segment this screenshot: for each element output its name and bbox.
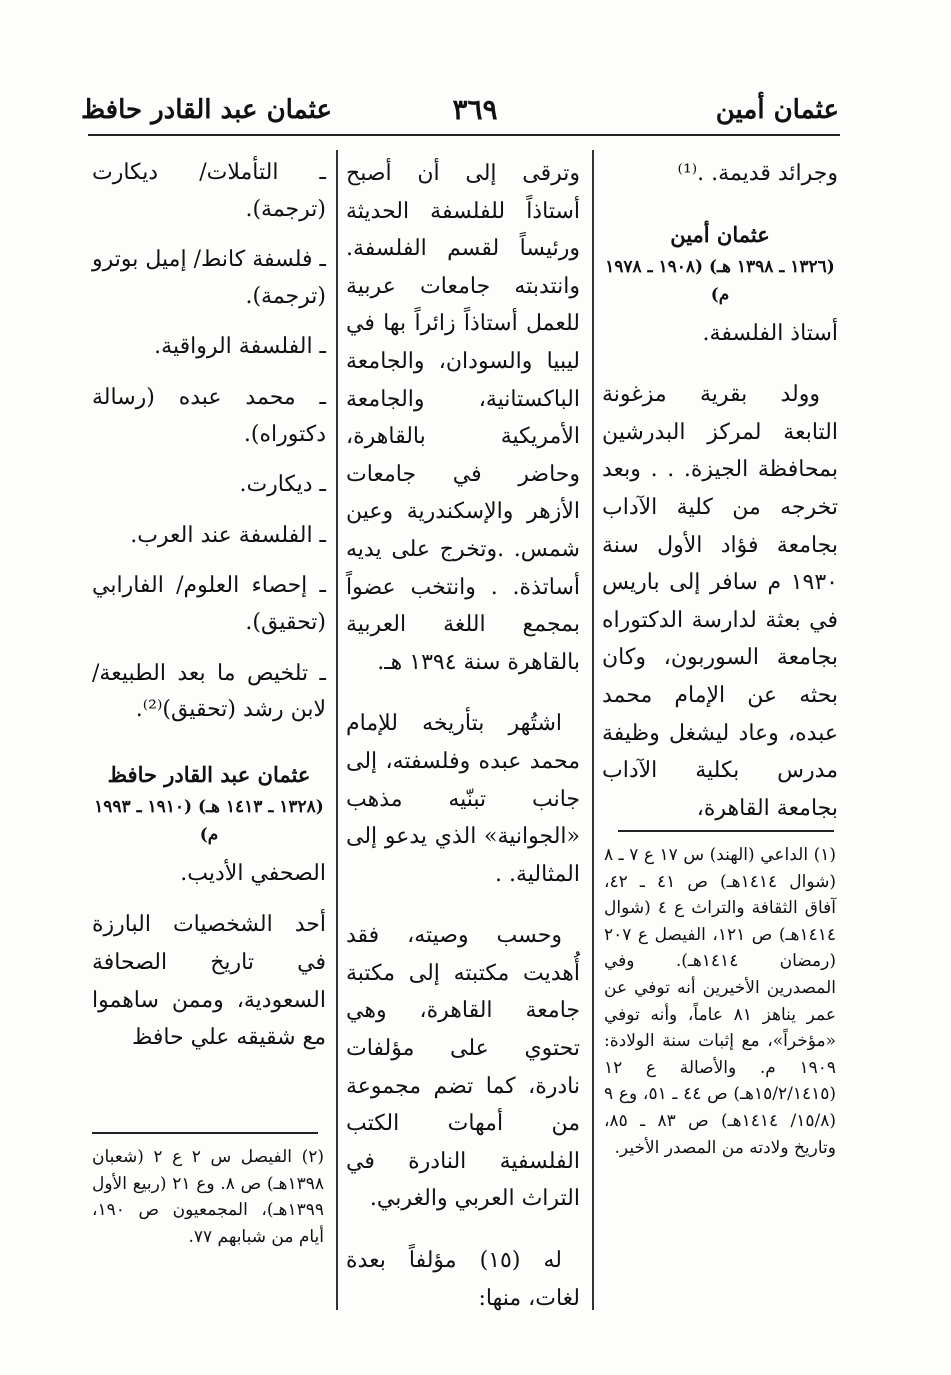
middle-paragraph-1: وترقى إلى أن أصبح أستاذاً للفلسفة الحديثة ورئيساً لقسم الفلسفة. وانتدبته جامعات عربية للعمل أستاذاً زائراً بها في ليبيا والسودان، والجامعة الباكستانية، والجامعة الأمريكية بالقاهرة، وحاضر في جامعات الأزهر والإسكندرية وعين شمس. .وتخرج على يديه أساتذة. . وانتخب عضواً بمجمع اللغة العربية بالقاهرة سنة ١٣٩٤ هـ. <box>346 161 580 675</box>
works-item: ـ محمد عبده (رسالة دكتوراه). <box>92 384 326 447</box>
entry-dates: (١٣٢٦ ـ ١٣٩٨ هـ) (١٩٠٨ ـ ١٩٧٨ م) <box>605 256 835 305</box>
entry-title-osman-amin: عثمان أمين <box>670 221 770 247</box>
spacer <box>602 352 838 376</box>
middle-paragraph-3: وحسب وصيته، فقد أُهديت مكتبته إلى مكتبة جامعة القاهرة، وهي تحتوي على مؤلفات نادرة، كما تضم مجموعة من أمهات الكتب الفلسفية النادرة في التراث العربي والغربي. <box>346 923 580 1212</box>
middle-paragraph-4: له (١٥) مؤلفاً بعدة لغات، منها: <box>346 1248 580 1311</box>
right-column <box>602 155 838 821</box>
left-column <box>92 155 326 1120</box>
running-header-right: عثمان أمين <box>715 95 839 125</box>
works-item: ـ التأملات/ ديكارت (ترجمة). <box>92 160 326 222</box>
middle-paragraph-2: اشتُهر بتأريخه للإمام محمد عبده وفلسفته، إلى جانب تبنّيه مذهب «الجوانية» الذي يدعو إلى المثالية. . <box>346 711 580 887</box>
works-item: ـ الفلسفة عند العرب. <box>130 522 326 548</box>
header-rule <box>88 134 840 136</box>
footnote-rule-right <box>618 830 834 832</box>
footnote-2: (٢) الفيصل س ٢ ع ٢ (شعبان ١٣٩٨هـ) ص ٨. وع ٢١ (ربيع الأول ١٣٩٩هـ)، المجمعيون ص ١٩٠، أيام من شبابهم ٧٧. <box>92 1147 324 1247</box>
spacer <box>92 892 326 906</box>
footnote-rule-left <box>92 1132 318 1134</box>
works-item: ـ الفلسفة الرواقية. <box>154 334 326 360</box>
column-divider-right <box>592 150 594 1310</box>
entry-body: أحد الشخصيات البارزة في تاريخ الصحافة السعودية، وممن ساهموا مع شقيقه علي حافظ <box>92 912 326 1051</box>
page-number: ٣٦٩ <box>452 93 498 126</box>
spacer <box>346 1218 580 1242</box>
column-divider-left <box>336 150 338 1310</box>
running-header-left: عثمان عبد القادر حافظ <box>80 95 332 125</box>
works-item: ـ ديكارت. <box>239 472 326 498</box>
middle-column <box>346 155 580 1315</box>
entry-body: وولد بقرية مزغونة التابعة لمركز البدرشين بمحافظة الجيزة. . . وبعد تخرجه من كلية الآداب بجامعة فؤاد الأول سنة ١٩٣٠ م سافر إلى باريس في بعثة لدارسة الدكتوراه بجامعة السوربون، وكان بحثه عن الإمام محمد عبده، وعاد ليشغل وظيفة مدرس بكلية الآداب بجامعة القاهرة، <box>602 382 838 821</box>
entry-role: أستاذ الفلسفة. <box>702 320 838 346</box>
entry-dates: (١٣٢٨ ـ ١٤١٣ هـ) (١٩١٠ ـ ١٩٩٣ م) <box>94 796 324 845</box>
spacer <box>346 893 580 917</box>
spacer <box>602 193 838 217</box>
spacer <box>346 681 580 705</box>
works-item: ـ إحصاء العلوم/ الفارابي (تحقيق). <box>92 573 326 635</box>
footnote-1: (١) الداعي (الهند) س ١٧ ع ٧ ـ ٨ (شوال ١٤١٤هـ) ص ٤١ ـ ٤٢، آفاق الثقافة والتراث ع ٤ (شوال ١٤١٤هـ) ص ١٢١، الفيصل ع ٢٠٧ (رمضان ١٤١٤هـ). وفي المصدرين الأخيرين أنه توفي عن عمر يناهز ٨١ عاماً، وأنه توفي «مؤخراً»، مع إثبات سنة الولادة: ١٩٠٩ م. والأصالة ع ١٢ (١٥/٢/١٤١٥هـ) ص ٤٤ ـ ٥١، وع ٩ (١٥/٨/ ١٤١٤هـ) ص ٨٣ ـ ٨٥، وتاريخ ولادته من المصدر الأخير. <box>604 845 836 1158</box>
entry-role: الصحفي الأديب. <box>180 860 326 886</box>
continuation-text: وجرائد قديمة. .⁽¹⁾ <box>677 161 838 186</box>
works-item: ـ تلخيص ما بعد الطبيعة/ لابن رشد (تحقيق)⁽²⁾. <box>92 660 326 723</box>
works-item: ـ فلسفة كانط/ إميل بوترو (ترجمة). <box>92 247 326 309</box>
entry-title-osman-hafez: عثمان عبد القادر حافظ <box>107 761 311 787</box>
spacer <box>92 743 326 757</box>
